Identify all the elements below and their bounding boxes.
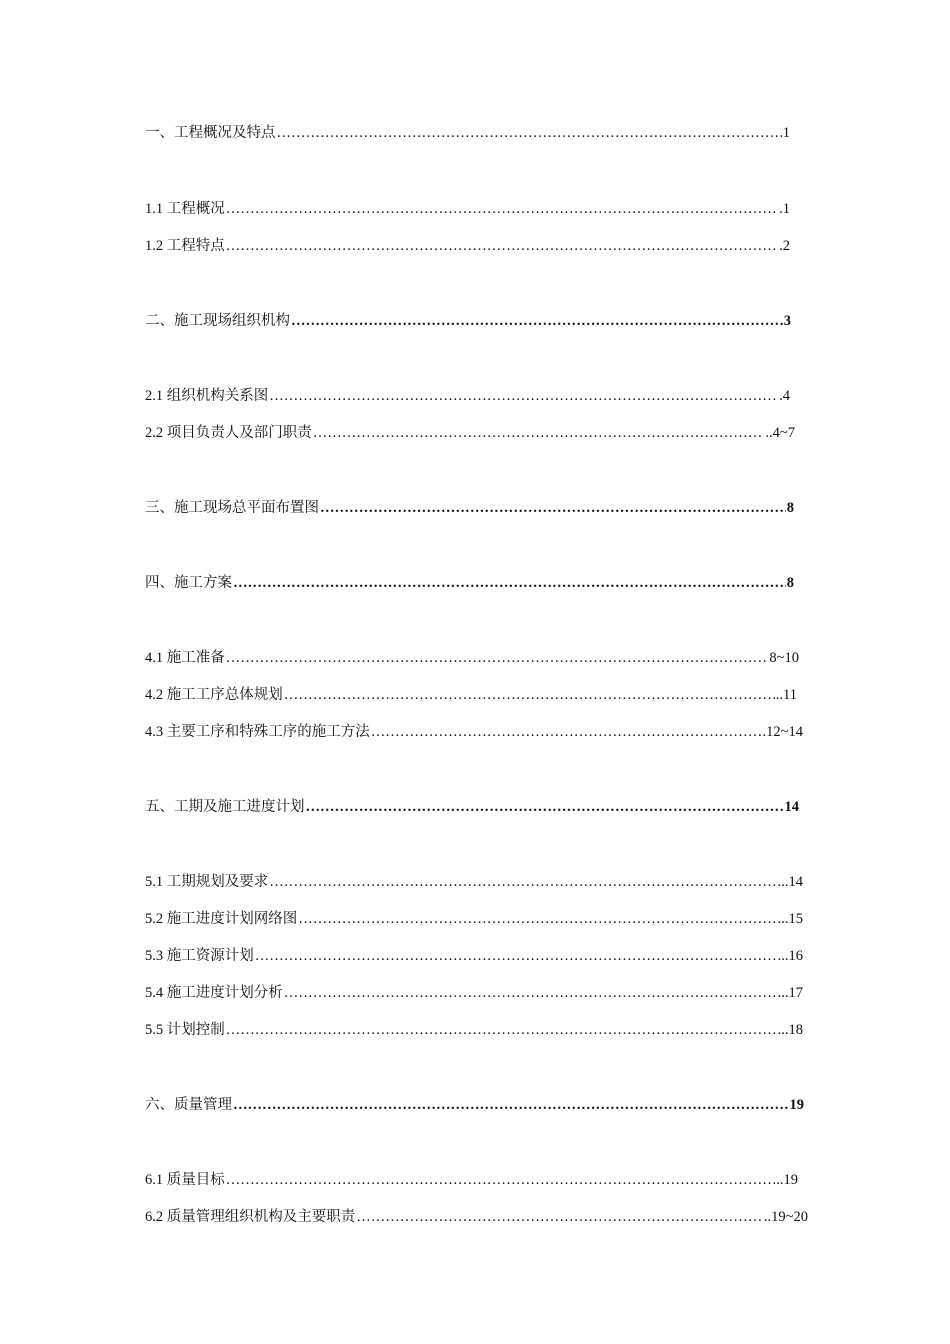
toc-entry-title: 5.1 工期规划及要求 [145,874,269,890]
toc-entry-page: 19 [789,1097,804,1113]
toc-entry-page: ..4~7 [765,425,795,441]
toc-entry-title: 1.2 工程特点 [145,238,225,254]
toc-entry [145,497,794,519]
toc-entry-title: 5.5 计划控制 [145,1022,225,1038]
toc-entry [145,1169,798,1191]
toc-entry-page: ...17 [777,985,803,1001]
toc-entry-title: 2.2 项目负责人及部门职责 [145,425,312,441]
toc-entry [145,908,803,930]
toc-entry-title: 四、施工方案 [145,575,232,591]
toc-leader-dots [226,647,769,669]
toc-leader-dots [226,235,778,257]
toc-leader-dots [356,1206,763,1228]
toc-entry [145,945,803,967]
toc-entry [145,721,803,743]
toc-entry-page: ...16 [777,948,803,964]
toc-entry-title: 1.1 工程概况 [145,201,225,217]
toc-entry-title: 五、工期及施工进度计划 [145,799,305,815]
toc-leader-dots [284,684,775,706]
toc-leader-dots [233,1094,789,1116]
toc-entry-page: ...18 [777,1022,803,1038]
toc-leader-dots [313,422,765,444]
toc-entry-title: 5.3 施工资源计划 [145,948,254,964]
toc-entry-page: ...14 [777,874,803,890]
toc-entry-title: 6.1 质量目标 [145,1172,225,1188]
toc-entry [145,310,791,332]
toc-entry-page: 1 [782,125,790,141]
toc-entry-page: ...15 [777,911,803,927]
toc-entry-title: 4.1 施工准备 [145,650,225,666]
toc-entry [145,122,790,144]
toc-entry-title: 4.2 施工工序总体规划 [145,687,283,703]
toc-entry [145,647,799,669]
toc-entry-page: ..19~20 [763,1209,808,1225]
toc-entry-title: 三、施工现场总平面布置图 [145,500,319,516]
toc-leader-dots [284,982,777,1004]
toc-entry [145,1094,804,1116]
toc-leader-dots [226,1019,777,1041]
toc-entry-title: 5.2 施工进度计划网络图 [145,911,298,927]
toc-entry-page: .1 [779,201,790,217]
toc-entry [145,385,790,407]
toc-entry-page: .4 [779,388,790,404]
toc-entry [145,1206,808,1228]
toc-leader-dots [255,945,777,967]
toc-entry-title: 二、施工现场组织机构 [145,313,290,329]
toc-leader-dots [320,497,786,519]
toc-entry [145,198,790,220]
toc-entry-title: 一、工程概况及特点 [145,125,276,141]
toc-entry [145,684,797,706]
toc-entry [145,796,799,818]
toc-entry [145,572,794,594]
toc-leader-dots [371,721,762,743]
toc-entry-page: 8~10 [769,650,799,666]
toc-entry-page: ..11 [775,687,797,703]
toc-leader-dots [291,310,783,332]
toc-leader-dots [277,122,782,144]
toc-leader-dots [269,385,778,407]
toc-entry [145,871,803,893]
toc-entry [145,982,803,1004]
toc-entry-title: 4.3 主要工序和特殊工序的施工方法 [145,724,370,740]
toc-entry-title: 六、质量管理 [145,1097,232,1113]
toc-entry-page: .12~14 [762,724,803,740]
toc-entry [145,422,795,444]
toc-entry-page: 8 [786,575,794,591]
toc-leader-dots [269,871,776,893]
toc-entry-title: 6.2 质量管理组织机构及主要职责 [145,1209,356,1225]
toc-leader-dots [233,572,786,594]
toc-entry-page: .2 [779,238,790,254]
toc-entry-page: 14 [784,799,799,815]
toc-entry [145,1019,803,1041]
toc-entry-title: 2.1 组织机构关系图 [145,388,269,404]
toc-entry [145,235,790,257]
toc-leader-dots [226,198,778,220]
toc-leader-dots [306,796,784,818]
toc-entry-page: 3 [783,313,791,329]
toc-leader-dots [226,1169,776,1191]
toc-leader-dots [298,908,776,930]
toc-entry-title: 5.4 施工进度计划分析 [145,985,283,1001]
toc-entry-page: ..19 [776,1172,798,1188]
toc-entry-page: 8 [786,500,794,516]
